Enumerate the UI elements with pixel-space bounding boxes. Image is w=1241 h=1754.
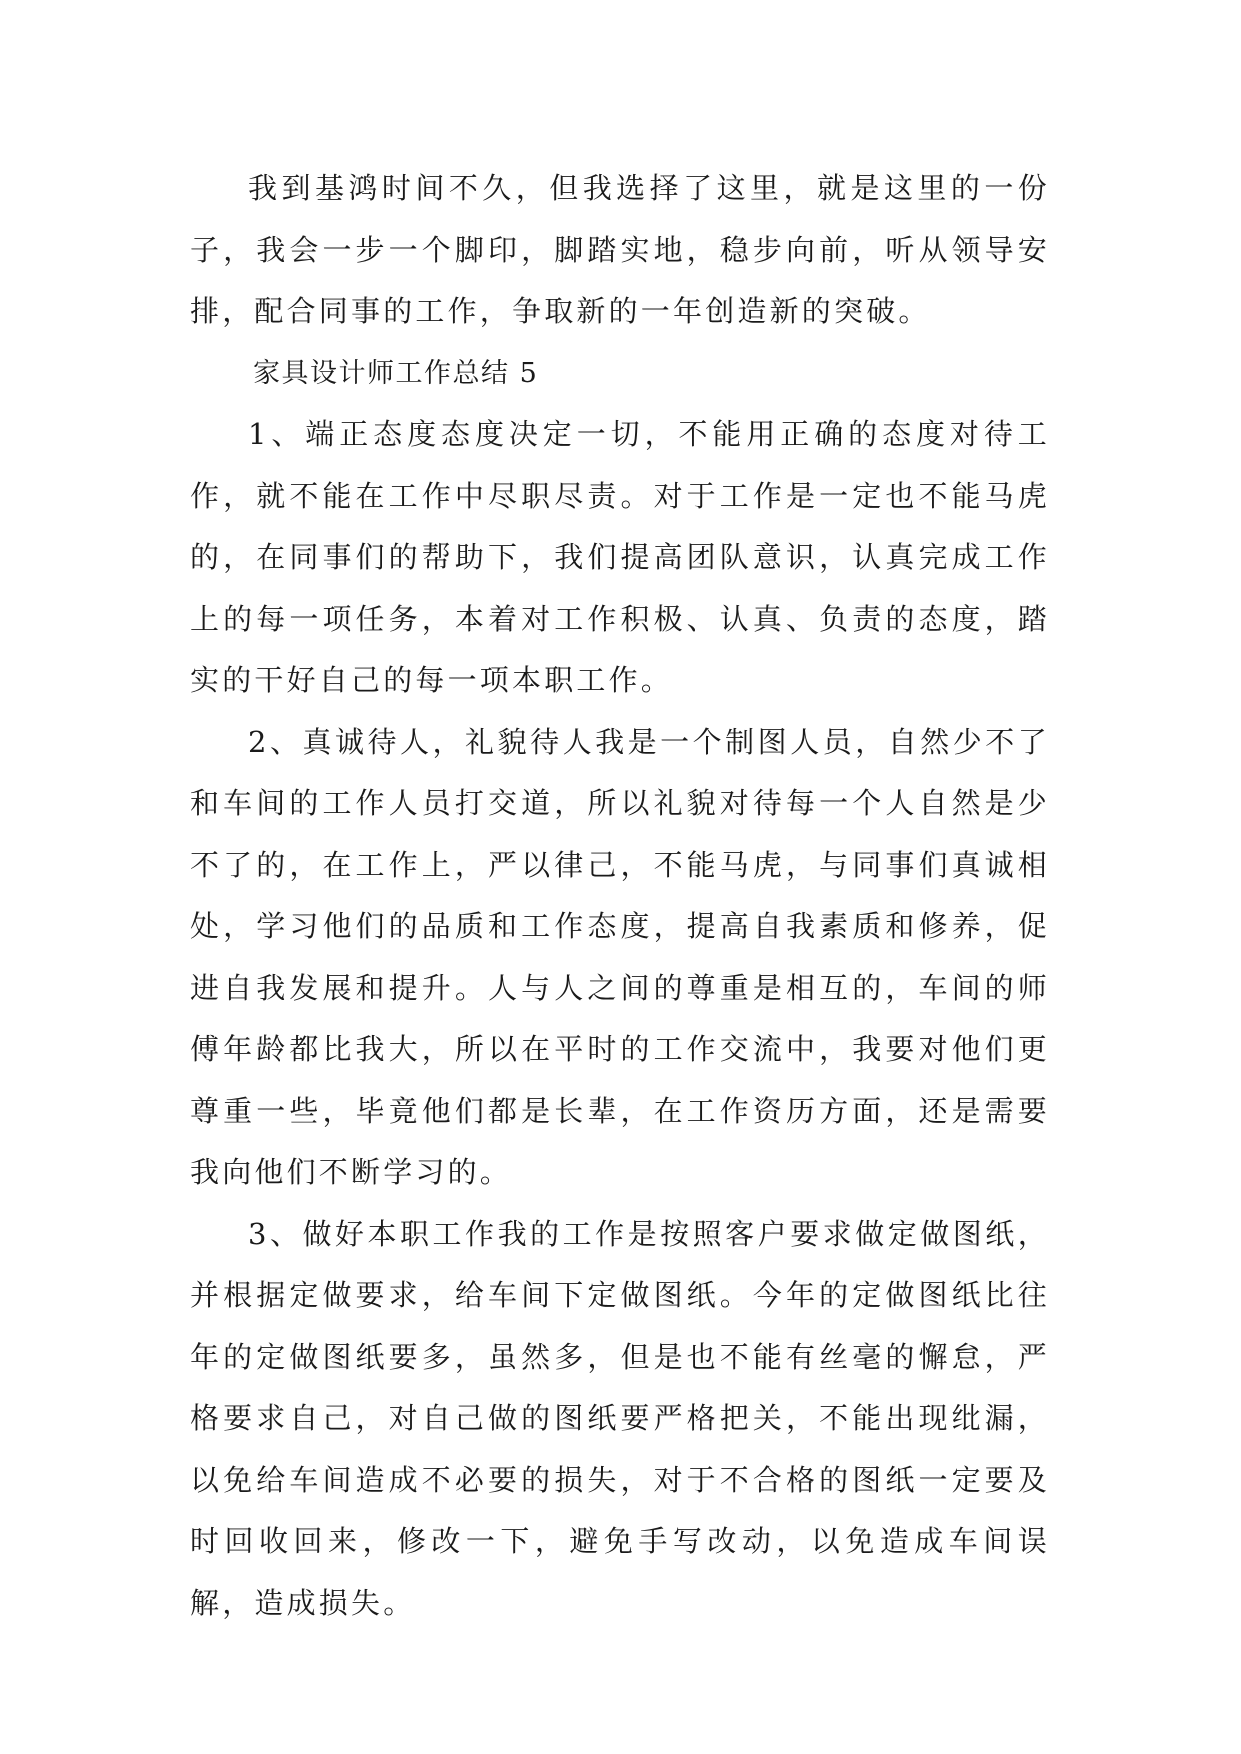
paragraph-item-2: 2、真诚待人，礼貌待人我是一个制图人员，自然少不了和车间的工作人员打交道，所以礼貌对待每一个人自然是少不了的，在工作上，严以律己，不能马虎，与同事们真诚相处，学习他们的品质和工作态度，提高自我素质和修养，促进自我发展和提升。人与人之间的尊重是相互的，车间的师傅年龄都比我大，所以在平时的工作交流中，我要对他们更尊重一些，毕竟他们都是长辈，在工作资历方面，还是需要我向他们不断学习的。 [190, 724, 1050, 1189]
paragraph-item-1: 1、端正态度态度决定一切，不能用正确的态度对待工作，就不能在工作中尽职尽责。对于工作是一定也不能马虎的，在同事们的帮助下，我们提高团队意识，认真完成工作上的每一项任务，本着对工作积极、认真、负责的态度，踏实的干好自己的每一项本职工作。 [190, 417, 1050, 697]
paragraph-item-3: 3、做好本职工作我的工作是按照客户要求做定做图纸，并根据定做要求，给车间下定做图纸。今年的定做图纸比往年的定做图纸要多，虽然多，但是也不能有丝毫的懈怠，严格要求自己，对自己做的图纸要严格把关，不能出现纰漏，以免给车间造成不必要的损失，对于不合格的图纸一定要及时回收回来，修改一下，避免手写改动，以免造成车间误解，造成损失。 [190, 1216, 1050, 1620]
section-heading: 家具设计师工作总结 5 [253, 357, 539, 389]
paragraph-closing-remarks: 我到基鸿时间不久，但我选择了这里，就是这里的一份子，我会一步一个脚印，脚踏实地，稳步向前，听从领导安排，配合同事的工作，争取新的一年创造新的突破。 [190, 171, 1050, 328]
document-body [190, 158, 1050, 1634]
